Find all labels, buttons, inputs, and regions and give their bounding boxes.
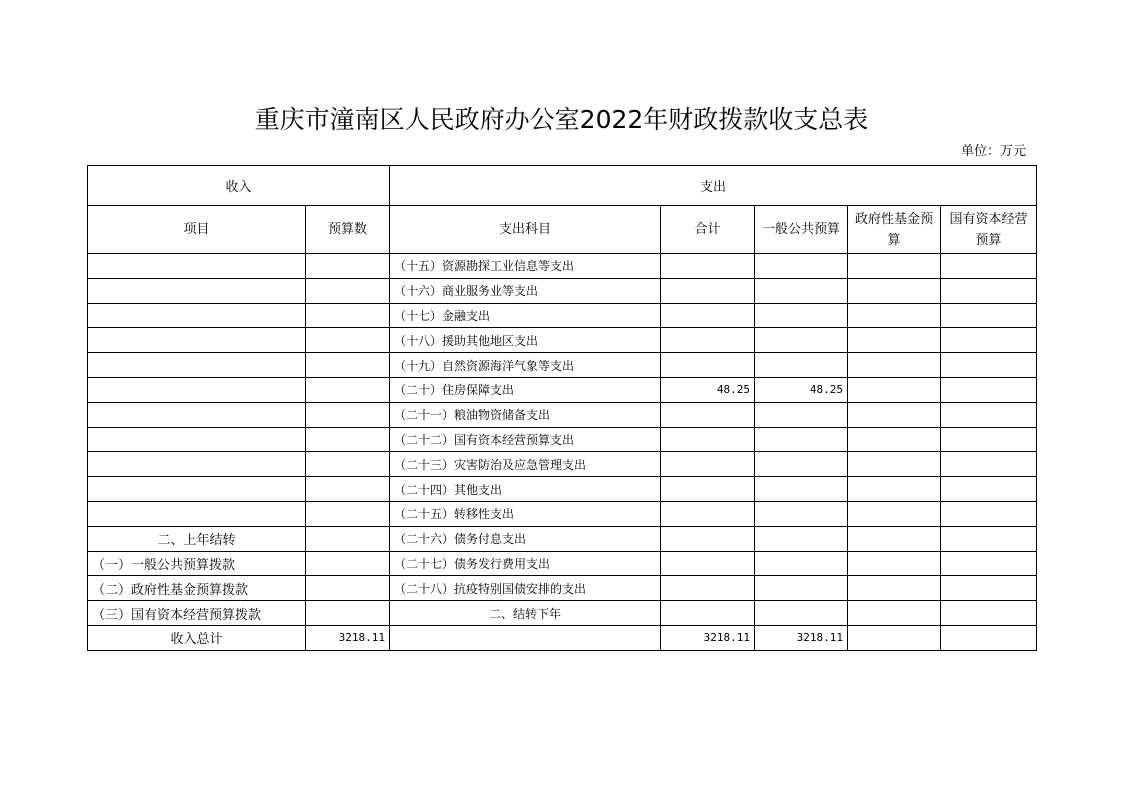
state-capital-cell (941, 601, 1037, 626)
state-capital-cell (941, 625, 1037, 650)
fund-budget-cell (848, 328, 941, 353)
total-cell (661, 328, 755, 353)
state-capital-cell (941, 328, 1037, 353)
table-row (88, 402, 1037, 427)
income-item-cell: （一）一般公共预算拨款 (88, 551, 306, 576)
income-item-cell (88, 353, 306, 378)
income-budget-cell (306, 353, 390, 378)
income-item-cell: （三）国有资本经营预算拨款 (88, 601, 306, 626)
general-budget-cell (755, 551, 848, 576)
header-budget: 预算数 (306, 206, 390, 254)
income-section-header: 收入 (88, 166, 390, 206)
fund-budget-cell (848, 452, 941, 477)
column-header-row (88, 206, 1037, 254)
fund-budget-cell (848, 625, 941, 650)
table-row (88, 625, 1037, 650)
total-cell (661, 278, 755, 303)
general-budget-cell (755, 254, 848, 279)
total-cell (661, 477, 755, 502)
general-budget-cell: 3218.11 (755, 625, 848, 650)
state-capital-cell (941, 303, 1037, 328)
table-row (88, 278, 1037, 303)
general-budget-cell (755, 402, 848, 427)
total-cell (661, 576, 755, 601)
income-item-cell (88, 377, 306, 402)
income-item-cell (88, 278, 306, 303)
state-capital-cell (941, 427, 1037, 452)
general-budget-cell (755, 328, 848, 353)
table-row (88, 551, 1037, 576)
income-item-cell: （二）政府性基金预算拨款 (88, 576, 306, 601)
state-capital-cell (941, 452, 1037, 477)
fund-budget-cell (848, 377, 941, 402)
income-item-cell: 收入总计 (88, 625, 306, 650)
table-row (88, 353, 1037, 378)
income-budget-cell (306, 551, 390, 576)
expense-subject-cell: （二十七）债务发行费用支出 (390, 551, 661, 576)
general-budget-cell (755, 601, 848, 626)
general-budget-cell (755, 477, 848, 502)
header-state: 国有资本经营预算 (941, 206, 1037, 254)
section-header-row (88, 166, 1037, 206)
expense-subject-cell: （二十八）抗疫特别国债安排的支出 (390, 576, 661, 601)
state-capital-cell (941, 526, 1037, 551)
fund-budget-cell (848, 303, 941, 328)
general-budget-cell (755, 501, 848, 526)
total-cell (661, 254, 755, 279)
header-fund: 政府性基金预算 (848, 206, 941, 254)
state-capital-cell (941, 254, 1037, 279)
expense-subject-cell: （十六）商业服务业等支出 (390, 278, 661, 303)
total-cell: 48.25 (661, 377, 755, 402)
header-total: 合计 (661, 206, 755, 254)
total-cell (661, 551, 755, 576)
income-budget-cell (306, 501, 390, 526)
income-budget-cell (306, 303, 390, 328)
fund-budget-cell (848, 254, 941, 279)
expense-subject-cell: （二十三）灾害防治及应急管理支出 (390, 452, 661, 477)
income-item-cell (88, 501, 306, 526)
income-item-cell (88, 303, 306, 328)
total-cell (661, 452, 755, 477)
unit-label: 单位：万元 (960, 144, 1026, 159)
income-item-cell (88, 328, 306, 353)
income-budget-cell (306, 526, 390, 551)
total-cell (661, 353, 755, 378)
general-budget-cell (755, 427, 848, 452)
income-item-cell: 二、上年结转 (88, 526, 306, 551)
table-row (88, 427, 1037, 452)
header-subject: 支出科目 (390, 206, 661, 254)
expense-subject-cell: （二十二）国有资本经营预算支出 (390, 427, 661, 452)
general-budget-cell: 48.25 (755, 377, 848, 402)
income-budget-cell (306, 576, 390, 601)
fund-budget-cell (848, 501, 941, 526)
state-capital-cell (941, 377, 1037, 402)
table-row (88, 576, 1037, 601)
income-budget-cell (306, 477, 390, 502)
general-budget-cell (755, 452, 848, 477)
fund-budget-cell (848, 576, 941, 601)
income-item-cell (88, 427, 306, 452)
expense-subject-cell: （十五）资源勘探工业信息等支出 (390, 254, 661, 279)
income-budget-cell (306, 452, 390, 477)
expense-subject-cell: （二十）住房保障支出 (390, 377, 661, 402)
total-cell (661, 402, 755, 427)
income-budget-cell (306, 328, 390, 353)
state-capital-cell (941, 278, 1037, 303)
table-row (88, 328, 1037, 353)
state-capital-cell (941, 353, 1037, 378)
expense-subject-cell: （十八）援助其他地区支出 (390, 328, 661, 353)
total-cell (661, 501, 755, 526)
state-capital-cell (941, 501, 1037, 526)
fund-budget-cell (848, 526, 941, 551)
table-row (88, 254, 1037, 279)
fund-budget-cell (848, 278, 941, 303)
total-cell (661, 526, 755, 551)
expense-subject-cell: （十七）金融支出 (390, 303, 661, 328)
page-title: 重庆市潼南区人民政府办公室2022年财政拨款收支总表 (254, 105, 869, 134)
income-item-cell (88, 477, 306, 502)
fund-budget-cell (848, 601, 941, 626)
budget-table (87, 165, 1037, 651)
state-capital-cell (941, 551, 1037, 576)
table-row (88, 601, 1037, 626)
table-row (88, 477, 1037, 502)
income-item-cell (88, 402, 306, 427)
general-budget-cell (755, 576, 848, 601)
income-budget-cell (306, 601, 390, 626)
income-budget-cell (306, 254, 390, 279)
income-budget-cell (306, 427, 390, 452)
total-cell (661, 303, 755, 328)
general-budget-cell (755, 526, 848, 551)
fund-budget-cell (848, 477, 941, 502)
income-item-cell (88, 254, 306, 279)
state-capital-cell (941, 477, 1037, 502)
income-budget-cell (306, 278, 390, 303)
expense-subject-cell (390, 625, 661, 650)
expense-subject-cell: 二、结转下年 (390, 601, 661, 626)
fund-budget-cell (848, 427, 941, 452)
table-row (88, 526, 1037, 551)
state-capital-cell (941, 576, 1037, 601)
income-budget-cell: 3218.11 (306, 625, 390, 650)
table-row (88, 377, 1037, 402)
expense-section-header: 支出 (390, 166, 1037, 206)
state-capital-cell (941, 402, 1037, 427)
total-cell (661, 601, 755, 626)
expense-subject-cell: （二十五）转移性支出 (390, 501, 661, 526)
general-budget-cell (755, 303, 848, 328)
expense-subject-cell: （二十一）粮油物资储备支出 (390, 402, 661, 427)
fund-budget-cell (848, 353, 941, 378)
fund-budget-cell (848, 551, 941, 576)
general-budget-cell (755, 278, 848, 303)
header-general: 一般公共预算 (755, 206, 848, 254)
table-row (88, 303, 1037, 328)
expense-subject-cell: （二十四）其他支出 (390, 477, 661, 502)
expense-subject-cell: （十九）自然资源海洋气象等支出 (390, 353, 661, 378)
income-item-cell (88, 452, 306, 477)
table-row (88, 501, 1037, 526)
header-item: 项目 (88, 206, 306, 254)
total-cell: 3218.11 (661, 625, 755, 650)
expense-subject-cell: （二十六）债务付息支出 (390, 526, 661, 551)
table-row (88, 452, 1037, 477)
fund-budget-cell (848, 402, 941, 427)
income-budget-cell (306, 377, 390, 402)
general-budget-cell (755, 353, 848, 378)
total-cell (661, 427, 755, 452)
income-budget-cell (306, 402, 390, 427)
